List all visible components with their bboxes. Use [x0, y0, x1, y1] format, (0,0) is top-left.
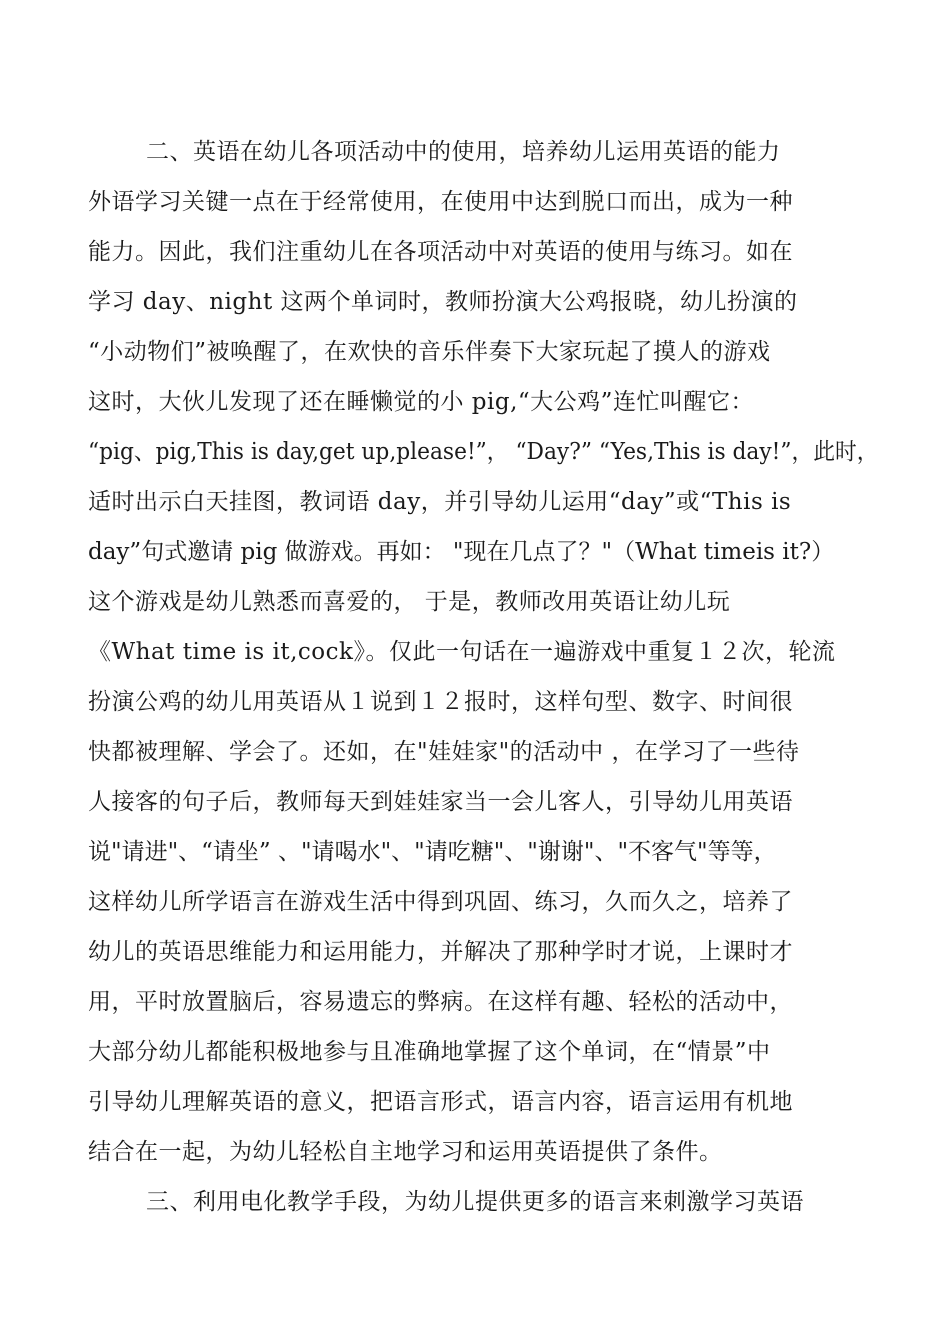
text-line: 说"请进"、“请坐” 、"请喝水"、"请吃糖"、"谢谢"、"不客气"等等，: [88, 839, 777, 865]
text-line: 这时，大伙儿发现了还在睡懒觉的小 pig,“大公鸡”连忙叫醒它：: [88, 389, 754, 415]
text-line: 人接客的句子后，教师每天到娃娃家当一会儿客人，引导幼儿用英语: [88, 789, 793, 815]
text-line: 外语学习关键一点在于经常使用，在使用中达到脱口而出，成为一种: [88, 189, 793, 215]
text-line: day”句式邀请 pig 做游戏。再如： "现在几点了？"（What timeis it?）: [88, 539, 835, 565]
text-line: “pig、pig,This is day,get up,please!”， “Day?” “Yes,This is day!”，此时，: [88, 439, 879, 465]
text-line: 这个游戏是幼儿熟悉而喜爱的， 于是，教师改用英语让幼儿玩: [88, 589, 731, 615]
text-line: 扮演公鸡的幼儿用英语从１说到１２报时，这样句型、数字、时间很: [88, 689, 793, 715]
text-line: 能力。因此，我们注重幼儿在各项活动中对英语的使用与练习。如在: [88, 239, 793, 265]
text-line: 大部分幼儿都能积极地参与且准确地掌握了这个单词，在“情景”中: [88, 1039, 771, 1065]
text-line: 用，平时放置脑后，容易遗忘的弊病。在这样有趣、轻松的活动中，: [88, 989, 793, 1015]
text-line: 《What time is it,cock》。仅此一句话在一遍游戏中重复１２次，轮流: [88, 639, 836, 665]
text-line: 学习 day、night 这两个单词时，教师扮演大公鸡报晓，幼儿扮演的: [88, 289, 798, 315]
text-line: 引导幼儿理解英语的意义，把语言形式，语言内容，语言运用有机地: [88, 1089, 793, 1115]
text-line: 三、利用电化教学手段，为幼儿提供更多的语言来刺激学习英语: [146, 1189, 804, 1215]
text-line: 结合在一起，为幼儿轻松自主地学习和运用英语提供了条件。: [88, 1139, 723, 1165]
text-line: 适时出示白天挂图，教词语 day，并引导幼儿运用“day”或“This is: [88, 489, 792, 515]
text-line: 这样幼儿所学语言在游戏生活中得到巩固、练习，久而久之，培养了: [88, 889, 793, 915]
text-line: 二、英语在幼儿各项活动中的使用，培养幼儿运用英语的能力: [146, 139, 781, 165]
text-line: “小动物们”被唤醒了，在欢快的音乐伴奏下大家玩起了摸人的游戏: [88, 339, 771, 365]
text-line: 幼儿的英语思维能力和运用能力，并解决了那种学时才说，上课时才: [88, 939, 793, 965]
text-line: 快都被理解、学会了。还如，在"娃娃家"的活动中 ，在学习了一些待: [88, 739, 800, 765]
